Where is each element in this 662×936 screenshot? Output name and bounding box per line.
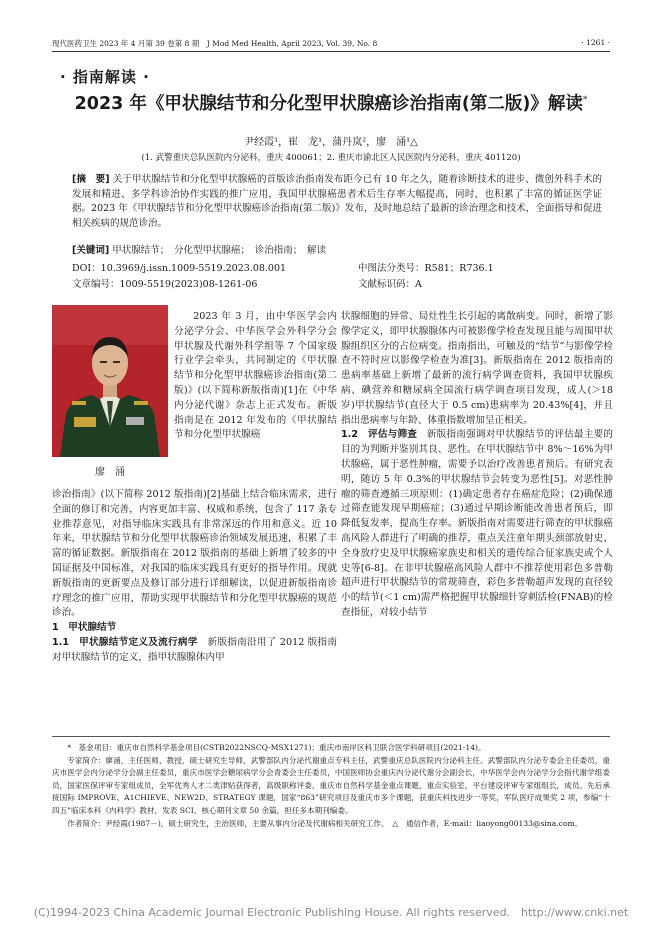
fund-note: * 基金项目：重庆市自然科学基金项目(CSTB2022NSCQ-MSX1271)；重庆市南岸区科卫联合医学科研项目(2021-14)。 (67, 743, 486, 752)
expert-portrait (52, 305, 168, 457)
heading-1-2: 1.2 评估与筛查 (341, 429, 418, 441)
affiliation: (1. 武警重庆总队医院内分泌科，重庆 400061；2. 重庆市渝北区人民医院内分泌科，重庆 401120) (141, 153, 521, 163)
intro-text: 2023 年 3 月，由中华医学会内分泌学分会、中华医学会外科学分会甲状腺及代谢外科学组等 7 个国家级行业学会牵头，共同制定的《甲状腺结节和分化型甲状腺癌诊治指南(第二版)》(以下简称新版指南)[1]在《中华内分泌代谢》杂志上正式发布。新版指南是在 2012 年发布的《甲状腺结节和分化型甲状腺癌 (174, 311, 337, 441)
author-info: 作者简介：尹经霞(1987－)，硕士研究生，主治医师，主要从事内分泌及代谢病相关研究工作。 △ 通信作者，E-mail：liaoyong00133@sina.com。 (67, 818, 583, 828)
author-list: 尹经霞¹，崔 龙¹，蒲丹岚²，廖 涌¹△ (244, 137, 418, 148)
section-1-1-continued: 状腺细胞的异常、局灶性生长引起的离散病变。同时，新增了影像学定义，即甲状腺腺体内可被影像学检查发现且能与周围甲状腺组织区分的占位病变。指南指出，可触及的“结节”与影像学检查不符时应以影像学检查为准[3]。新版指南在 2012 版指南的患病率基础上新增了最新的流行病学调查资料，我国甲状腺疾病、碘营养和糖尿病全国流行病学调查项目发现，成人(＞18 岁)甲状腺结节(直径大于 0.5 cm)患病率为 20.43%[4]，并且指出患病率与年龄、体重指数增加呈正相关。 (341, 311, 613, 426)
running-header (52, 38, 610, 49)
header-rule (52, 51, 610, 52)
portrait-illustration (52, 305, 168, 457)
copyright-watermark: (C)1994-2023 China Academic Journal Electronic Publishing House. All rights reserved. http://www.cnki.net (33, 906, 629, 919)
title-text: 2023 年《甲状腺结节和分化型甲状腺癌诊治指南(第二版)》解读 (74, 94, 583, 114)
footnotes (52, 742, 610, 830)
document-code: 文献标识码：A (358, 279, 422, 290)
portrait-caption: 廖 涌 (95, 467, 125, 478)
doi: DOI：10.3969/j.issn.1009-5519.2023.08.001 (72, 263, 287, 274)
keywords-label: [关键词] (72, 245, 110, 256)
intro-continued: 诊治指南》(以下简称 2012 版指南)[2]基础上结合临床需求，进行全面的修订和完善，内容更加丰富、权威和系统，包含了 117 条专业推荐意见，对指导临床实践具有非常深远的作用和意义。近 10 年来，甲状腺结节和分化型甲状腺癌诊治领域发展迅速，积累了丰富的循证数据。新版指南在 2012 版指南的基础上新增了较多的中国证据及中国标准，对我国的临床实践具有更好的指导作用。现就新版指南的更新要点及修订部分进行详细解读，以促进新版指南诊疗理念的推广应用，帮助实现甲状腺结节和分化型甲状腺癌的规范诊治。 (52, 489, 337, 619)
keywords-text: 甲状腺结节； 分化型甲状腺癌； 诊治指南； 解读 (112, 245, 326, 256)
right-column (341, 310, 613, 621)
abstract-label: [摘 要] (72, 174, 110, 185)
page-number: · 1261 · (581, 38, 610, 47)
section-1-2 (341, 428, 613, 620)
journal-citation: 现代医药卫生 2023 年 4 月第 39 卷第 8 期 J Mod Med Health, April 2023, Vol. 39, No. 8 (52, 39, 378, 48)
keywords (72, 242, 602, 256)
expert-bio: 专家简介：廖涌，主任医师，教授，硕士研究生导师，武警部队内分泌代谢重点专科主任，武警重庆总队医院内分泌科主任。武警部队内分泌专委会主任委员，重庆市医学会内分泌学分会副主任委员，重庆市医学会糖尿病学分会青委会主任委员，中国医师协会重庆内分泌代谢分会副会长，中华医学会内分泌学分会指代谢学组委员，国家医保评审专家组成员，全军优秀人才二类津贴获得者，高级职称评委，重庆市自然科学基金重点课题，重点实验室，平台建设评审专家组组长，成员。先后承接国际 IMPROVE、A1CHIEVE、NEW2D、STRATEGY 课题，国家“863”研究项目及重庆市多个课题，获重庆科技进步一等奖，军队医疗成果奖 2 项，参编“十四五”临床本科《内科学》教材，发表 SCI、核心期刊文章 50 余篇，担任多本期刊编委。 (52, 755, 610, 815)
left-column (52, 488, 337, 666)
section-label: · 指南解读 · (60, 68, 150, 86)
section-1-1 (52, 636, 337, 666)
heading-1: 1 甲状腺结节 (52, 622, 117, 634)
footnote-rule (52, 736, 610, 737)
title-fund-marker: * (582, 95, 588, 106)
abstract (72, 173, 602, 231)
article-number: 文章编号：1009-5519(2023)08-1261-06 (72, 279, 258, 290)
clc-number: 中图法分类号：R581；R736.1 (358, 263, 494, 274)
section-1-1-text: 新版指南沿用了 2012 版指南对甲状腺结节的定义，指甲状腺腺体内甲 (52, 636, 337, 663)
heading-1-1: 1.1 甲状腺结节定义及流行病学 (52, 636, 198, 648)
intro-paragraph-start (174, 310, 337, 443)
article-title (40, 90, 622, 115)
abstract-text: 关于甲状腺结节和分化型甲状腺癌的首版诊治指南发布距今已有 10 年之久，随着诊断技术的进步、微创外科手术的发展和精进、多学科诊治协作实践的推广应用，我国甲状腺癌患者术后生存率大幅提高，同时，也积累了丰富的循证医学证据。2023 年《甲状腺结节和分化型甲状腺癌诊治指南(第二版)》发布，及时地总结了最新的诊治理念和技术，全面指导和促进相关疾病的规范诊治。 (72, 174, 602, 229)
section-1-2-text: 新版指南强调对甲状腺结节的评估最主要的目的为判断并鉴别其良、恶性。在甲状腺结节中 8%～16%为甲状腺癌，属于恶性肿瘤，需要予以治疗改善患者预后。有研究表明，随访 5 年 0.3%的甲状腺结节会转变为恶性[5]。对恶性肿瘤的筛查遵循三项原则：(1)确定患者存在癌症危险；(2)确保通过筛查能发现早期癌症；(3)通过早期诊断能改善患者预后，即降低复发率，提高生存率。新版指南对需要进行筛查的甲状腺癌高风险人群进行了明确的推荐，重点关注童年期头颈部放射史、全身放疗史及甲状腺癌家族史和相关的遗传综合征家族史或个人史等[6-8]。在非甲状腺癌高风险人群中不推荐使用彩色多普勒超声进行甲状腺结节的常规筛查，彩色多普勒超声发现的直径较小的结节(＜1 cm)需严格把握甲状腺细针穿刺活检(FNAB)的检查指征，对较小结节 (341, 429, 614, 618)
